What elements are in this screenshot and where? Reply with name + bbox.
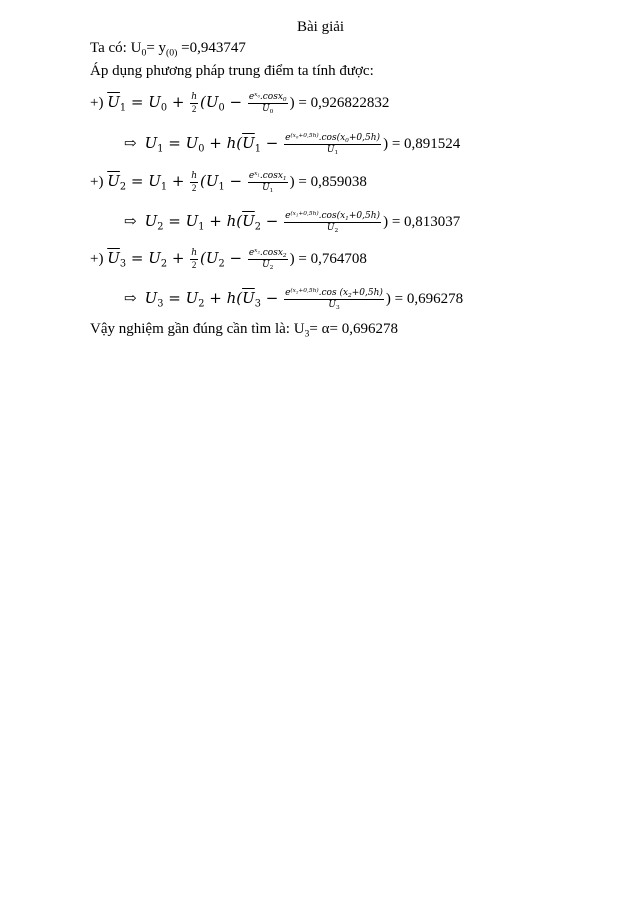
- formula-step-4: ⇨ $U_2 = U_1 + h(\overline{U}_2$ − $\frac{e^{(x_1+0,5h)}.\cos(x_1+0,5h)}{\overline{U}_2}$ ) = 0,813037: [124, 210, 461, 235]
- page-title: Bài giải: [297, 19, 345, 35]
- formula-step-1: +) $\overline{U}_1 = U_0$ + $\frac{h}{2}$ ($U_0$ − $\frac{e^{x_0}.\cos x_0}{U_0}$ ) = 0,926822832: [90, 91, 390, 116]
- method-line: Áp dụng phương pháp trung điểm ta tính được:: [90, 63, 374, 79]
- formula-step-2: ⇨ $U_1 = U_0 + h(\overline{U}_1$ − $\frac{e^{(x_0+0,5h)}.\cos(x_0+0,5h)}{\overline{U}_1}$ ) = 0,891524: [124, 132, 461, 157]
- formula-step-3: +) $\overline{U}_2 = U_1$ + $\frac{h}{2}$ ($U_1$ − $\frac{e^{x_1}.\cos x_1}{U_1}$ ) = 0,859038: [90, 170, 367, 195]
- formula-step-5: +) $\overline{U}_3 = U_2$ + $\frac{h}{2}$ ($U_2$ − $\frac{e^{x_2}.\cos x_2}{U_2}$ ) = 0,764708: [90, 247, 367, 272]
- conclusion-line: Vậy nghiệm gần đúng cần tìm là: $U_3= \alpha= 0,696278$: [90, 321, 398, 340]
- formula-step-6: ⇨ $U_3 = U_2 + h(\overline{U}_3$ − $\frac{e^{(x_2+0,5h)}.\cos (x_2+0,5h)}{\overline{U}_3}$ ) = 0,696278: [124, 287, 464, 312]
- given-line: Ta có: $U_0= y_{(0)} =0,943747$: [90, 40, 246, 59]
